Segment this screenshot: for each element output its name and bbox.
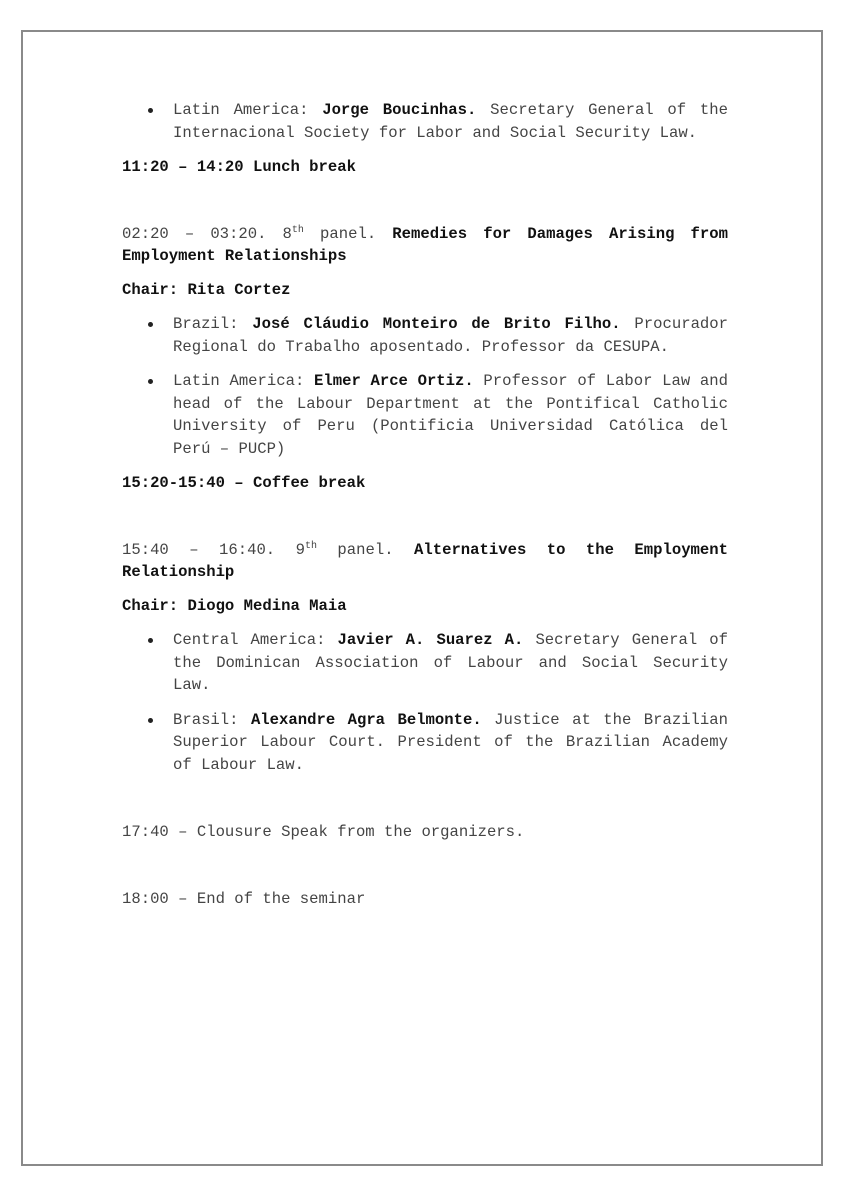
speaker-list — [122, 99, 728, 144]
closure-speech: 17:40 – Clousure Speak from the organizers. — [122, 823, 525, 841]
speaker-name-tail: . — [467, 101, 477, 119]
panel-8-chair: Chair: Rita Cortez — [122, 281, 291, 299]
list-item — [122, 313, 728, 358]
panel-time: 02:20 – 03:20. 8 — [122, 225, 292, 243]
speaker-name: José Cláudio Monteiro de Brito Filho — [252, 315, 612, 333]
speaker-list — [122, 313, 728, 460]
speaker-description: Procurador Regional do Trabalho aposentado. Professor da CESUPA. — [173, 315, 728, 356]
coffee-break: 15:20-15:40 – Coffee break — [122, 474, 366, 492]
panel-9-chair: Chair: Diogo Medina Maia — [122, 597, 347, 615]
speaker-name: Jorge Boucinhas — [322, 101, 468, 119]
speaker-name-tail: . — [464, 372, 474, 390]
speaker-description: Professor of Labor Law and head of the Labour Department at the Pontifical Catholic University of Peru (Pontificia Universidad Católica del Perú – PUCP) — [173, 372, 728, 458]
list-item — [122, 709, 728, 777]
ordinal-suffix: th — [304, 540, 317, 552]
panel-title: Alternatives to the Employment Relationship — [122, 541, 728, 581]
panel-time: 15:40 – 16:40. 9 — [122, 541, 305, 559]
ordinal-suffix: th — [291, 224, 304, 236]
panel-8-heading — [122, 223, 728, 267]
speaker-name-tail: . — [611, 315, 621, 333]
panel-9-heading — [122, 539, 728, 583]
speaker-region: Brazil: — [173, 315, 253, 333]
speaker-description: Justice at the Brazilian Superior Labour Court. President of the Brazilian Academy of Labour Law. — [173, 710, 728, 774]
lunch-break: 11:20 – 14:20 Lunch break — [122, 158, 356, 176]
panel-label: panel. — [316, 541, 415, 559]
speaker-region: Central America: — [173, 631, 338, 649]
speaker-list — [122, 629, 728, 776]
speaker-name-tail: . — [472, 710, 482, 729]
speaker-description: Secretary General of the Dominican Association of Labour and Social Security Law. — [173, 631, 728, 694]
speaker-region: Brasil: — [173, 710, 251, 729]
speaker-name: Elmer Arce Ortiz — [314, 372, 465, 390]
speaker-name: Alexandre Agra Belmonte — [250, 710, 473, 729]
list-item — [122, 629, 728, 697]
list-item — [122, 370, 728, 460]
seminar-end: 18:00 – End of the seminar — [122, 890, 366, 908]
speaker-description: Secretary General of the Internacional Society for Labor and Social Security Law. — [173, 101, 728, 142]
document-body — [122, 99, 728, 910]
panel-label: panel. — [303, 225, 393, 243]
speaker-region: Latin America: — [173, 372, 315, 390]
speaker-name-tail: . — [514, 631, 524, 649]
panel-title: Remedies for Damages Arising from Employment Relationships — [122, 225, 728, 265]
speaker-name: Javier A. Suarez A — [337, 631, 515, 649]
speaker-region: Latin America: — [173, 101, 323, 119]
list-item — [122, 99, 728, 144]
